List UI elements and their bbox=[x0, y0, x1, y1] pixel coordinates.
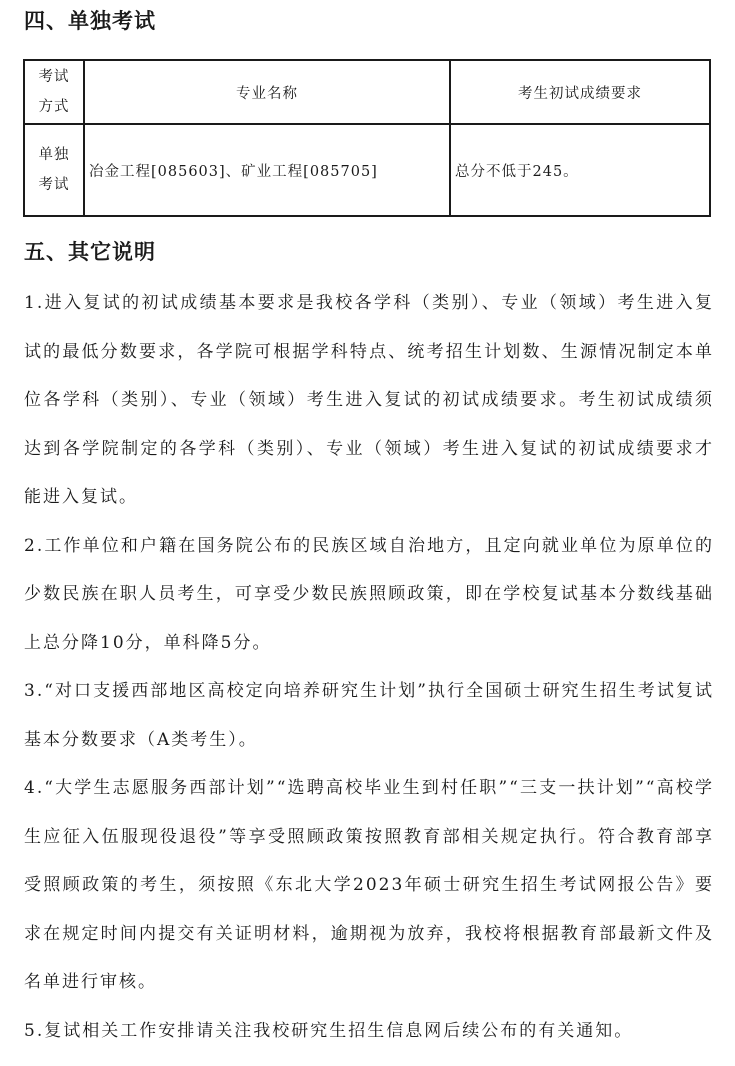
table-row bbox=[24, 124, 710, 216]
note-3: 3.“对口支援西部地区高校定向培养研究生计划”执行全国硕士研究生招生考试复试基本分数要求（A类考生）。 bbox=[24, 681, 714, 750]
note-2: 2.工作单位和户籍在国务院公布的民族区域自治地方，且定向就业单位为原单位的少数民族在职人员考生，可享受少数民族照顾政策，即在学校复试基本分数线基础上总分降10分，单科降5分。 bbox=[24, 535, 714, 653]
notes-list bbox=[24, 279, 714, 1055]
cell-score-requirement: 总分不低于245。 bbox=[450, 124, 710, 216]
header-major-name: 专业名称 bbox=[84, 60, 450, 124]
section-heading-separate-exam: 四、单独考试 bbox=[24, 9, 156, 33]
header-score-requirement: 考生初试成绩要求 bbox=[450, 60, 710, 124]
cell-exam-mode: 单独考试 bbox=[24, 124, 84, 216]
note-1: 1.进入复试的初试成绩基本要求是我校各学科（类别）、专业（领域）考生进入复试的最低分数要求，各学院可根据学科特点、统考招生计划数、生源情况制定本单位各学科（类别）、专业（领域）考生进入复试的初试成绩要求。考生初试成绩须达到各学院制定的各学科（类别）、专业（领域）考生进入复试的初试成绩要求才能进入复试。 bbox=[24, 293, 714, 507]
note-5: 5.复试相关工作安排请关注我校研究生招生信息网后续公布的有关通知。 bbox=[24, 1020, 634, 1041]
note-4: 4.“大学生志愿服务西部计划”“选聘高校毕业生到村任职”“三支一扶计划”“高校学生应征入伍服现役退役”等享受照顾政策按照教育部相关规定执行。符合教育部享受照顾政策的考生，须按照《东北大学2023年硕士研究生招生考试网报公告》要求在规定时间内提交有关证明材料，逾期视为放弃，我校将根据教育部最新文件及名单进行审核。 bbox=[24, 778, 714, 992]
cell-major-name: 冶金工程[085603]、矿业工程[085705] bbox=[84, 124, 450, 216]
section-heading-other-notes: 五、其它说明 bbox=[24, 240, 156, 264]
table-header-row bbox=[24, 60, 710, 124]
header-exam-mode: 考试方式 bbox=[24, 60, 84, 124]
separate-exam-table bbox=[23, 59, 711, 217]
